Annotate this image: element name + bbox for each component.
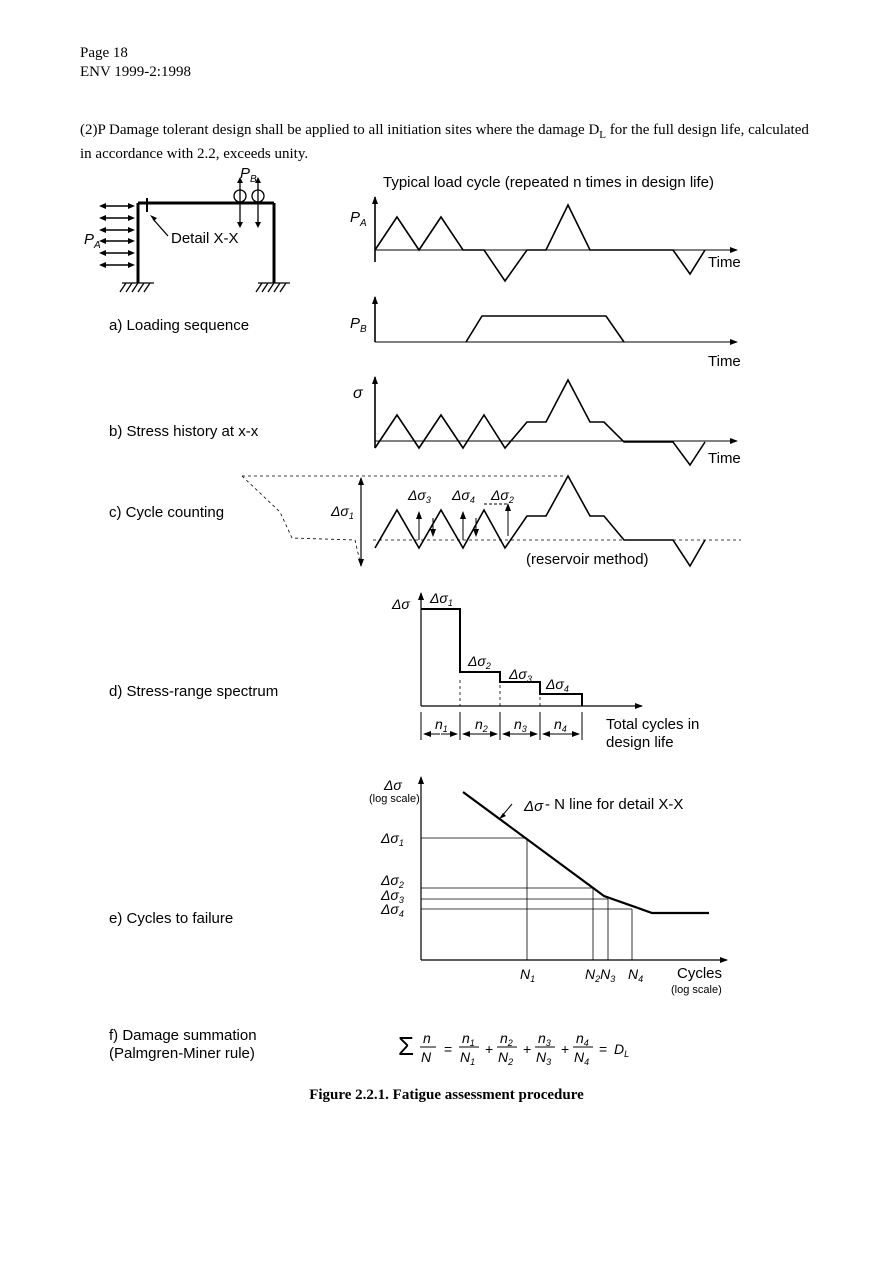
n3-label: $n_3$ xyxy=(514,716,527,734)
step-d-label: d) Stress-range spectrum xyxy=(109,683,279,700)
N4-label: $N_4$ xyxy=(628,966,644,984)
pa-history xyxy=(375,197,737,281)
spectrum-ds4: $\Delta\sigma_4$ xyxy=(546,676,569,694)
delta-sigma-2-label: $\Delta\sigma_2$ xyxy=(491,487,514,505)
svg-text:n1: $n_1$ xyxy=(462,1030,475,1048)
pb-history xyxy=(375,297,737,342)
svg-text:+: + xyxy=(561,1041,570,1057)
cycles-label: Cycles xyxy=(677,965,723,982)
n2-label: $n_2$ xyxy=(475,716,488,734)
reservoir-label: (reservoir method) xyxy=(526,551,649,568)
log-scale-label-x: (log scale) xyxy=(671,984,722,996)
sn-axis-label: Δσ xyxy=(384,777,402,793)
paragraph-tail: for the full design life, calculated in accordance with 2.2, exceeds unity. xyxy=(80,122,809,162)
spectrum-ds1: $\Delta\sigma_1$ xyxy=(430,590,453,608)
paragraph-subscript: L xyxy=(599,129,607,141)
svg-text:n2: $n_2$ xyxy=(500,1030,513,1048)
stress-range-spectrum xyxy=(421,593,642,740)
delta-sigma-1-label: $\Delta\sigma_1$ xyxy=(331,503,354,521)
sn-ds1: $\Delta\sigma_1$ xyxy=(381,830,404,848)
svg-text:n: n xyxy=(423,1030,431,1046)
page-number: Page 18 xyxy=(80,45,128,61)
svg-text:=: = xyxy=(444,1041,453,1057)
svg-text:N3: $N_3$ xyxy=(536,1049,552,1067)
step-e-label: e) Cycles to failure xyxy=(109,910,234,927)
time-label-2: Time xyxy=(708,353,741,370)
frame-structure xyxy=(99,177,290,292)
svg-text:N4: $N_4$ xyxy=(574,1049,590,1067)
log-scale-label-y: (log scale) xyxy=(369,793,420,805)
sum-symbol: Σ xyxy=(398,1031,415,1061)
sn-ds3: $\Delta\sigma_3$ xyxy=(381,887,404,905)
step-b-label: b) Stress history at x-x xyxy=(109,423,259,440)
stress-history xyxy=(375,377,737,465)
svg-text:=: = xyxy=(599,1041,608,1057)
total-cycles-label-2: design life xyxy=(606,734,674,751)
sn-line-label: - N line for detail X-X xyxy=(545,796,684,813)
N2N3-label: $N_2N_3$ xyxy=(585,966,616,984)
step-f-sublabel: (Palmgren-Miner rule) xyxy=(109,1045,255,1062)
svg-text:n3: $n_3$ xyxy=(538,1030,551,1048)
sigma-symbol: σ xyxy=(353,385,363,402)
pa-symbol: $P_A$ xyxy=(350,209,367,229)
N1-label: $N_1$ xyxy=(520,966,536,984)
miner-formula xyxy=(398,1030,629,1067)
svg-text:+: + xyxy=(523,1041,532,1057)
spectrum-axis-label: Δσ xyxy=(392,596,410,612)
n1-label: $n_1$ xyxy=(435,716,448,734)
pb-frame-symbol: $P_B$ xyxy=(240,165,257,185)
paragraph-lead: (2)P Damage tolerant design shall be applied to all initiation sites where the damage D xyxy=(80,122,600,138)
pa-frame-symbol: $P_A$ xyxy=(84,231,101,251)
sn-line-symbol: Δσ xyxy=(524,798,544,815)
detail-label: Detail X-X xyxy=(171,230,239,247)
sn-ds2: $\Delta\sigma_2$ xyxy=(381,872,404,890)
svg-text:n4: $n_4$ xyxy=(576,1030,589,1048)
svg-text:N1: $N_1$ xyxy=(460,1049,476,1067)
time-label-1: Time xyxy=(708,254,741,271)
typical-cycle-label: Typical load cycle (repeated n times in design life) xyxy=(383,174,714,191)
svg-text:+: + xyxy=(485,1041,494,1057)
svg-text:DL: $D_L$ xyxy=(614,1041,630,1059)
pb-symbol: $P_B$ xyxy=(350,315,367,335)
step-c-label: c) Cycle counting xyxy=(109,504,225,521)
delta-sigma-3-label: $\Delta\sigma_3$ xyxy=(408,487,431,505)
step-f-label: f) Damage summation xyxy=(109,1027,257,1044)
time-label-3: Time xyxy=(708,450,741,467)
spectrum-ds2: $\Delta\sigma_2$ xyxy=(468,653,491,671)
sn-ds4: $\Delta\sigma_4$ xyxy=(381,901,404,919)
svg-text:N2: $N_2$ xyxy=(498,1049,514,1067)
n4-label: $n_4$ xyxy=(554,716,567,734)
step-a-label: a) Loading sequence xyxy=(109,317,250,334)
sn-curve xyxy=(421,777,727,960)
delta-sigma-4-label: $\Delta\sigma_4$ xyxy=(452,487,475,505)
spectrum-ds3: $\Delta\sigma_3$ xyxy=(509,666,532,684)
standard-reference: ENV 1999-2:1998 xyxy=(80,64,191,80)
figure-caption: Figure 2.2.1. Fatigue assessment procedure xyxy=(309,1087,584,1103)
svg-text:N: N xyxy=(421,1049,432,1065)
total-cycles-label: Total cycles in xyxy=(606,716,700,733)
